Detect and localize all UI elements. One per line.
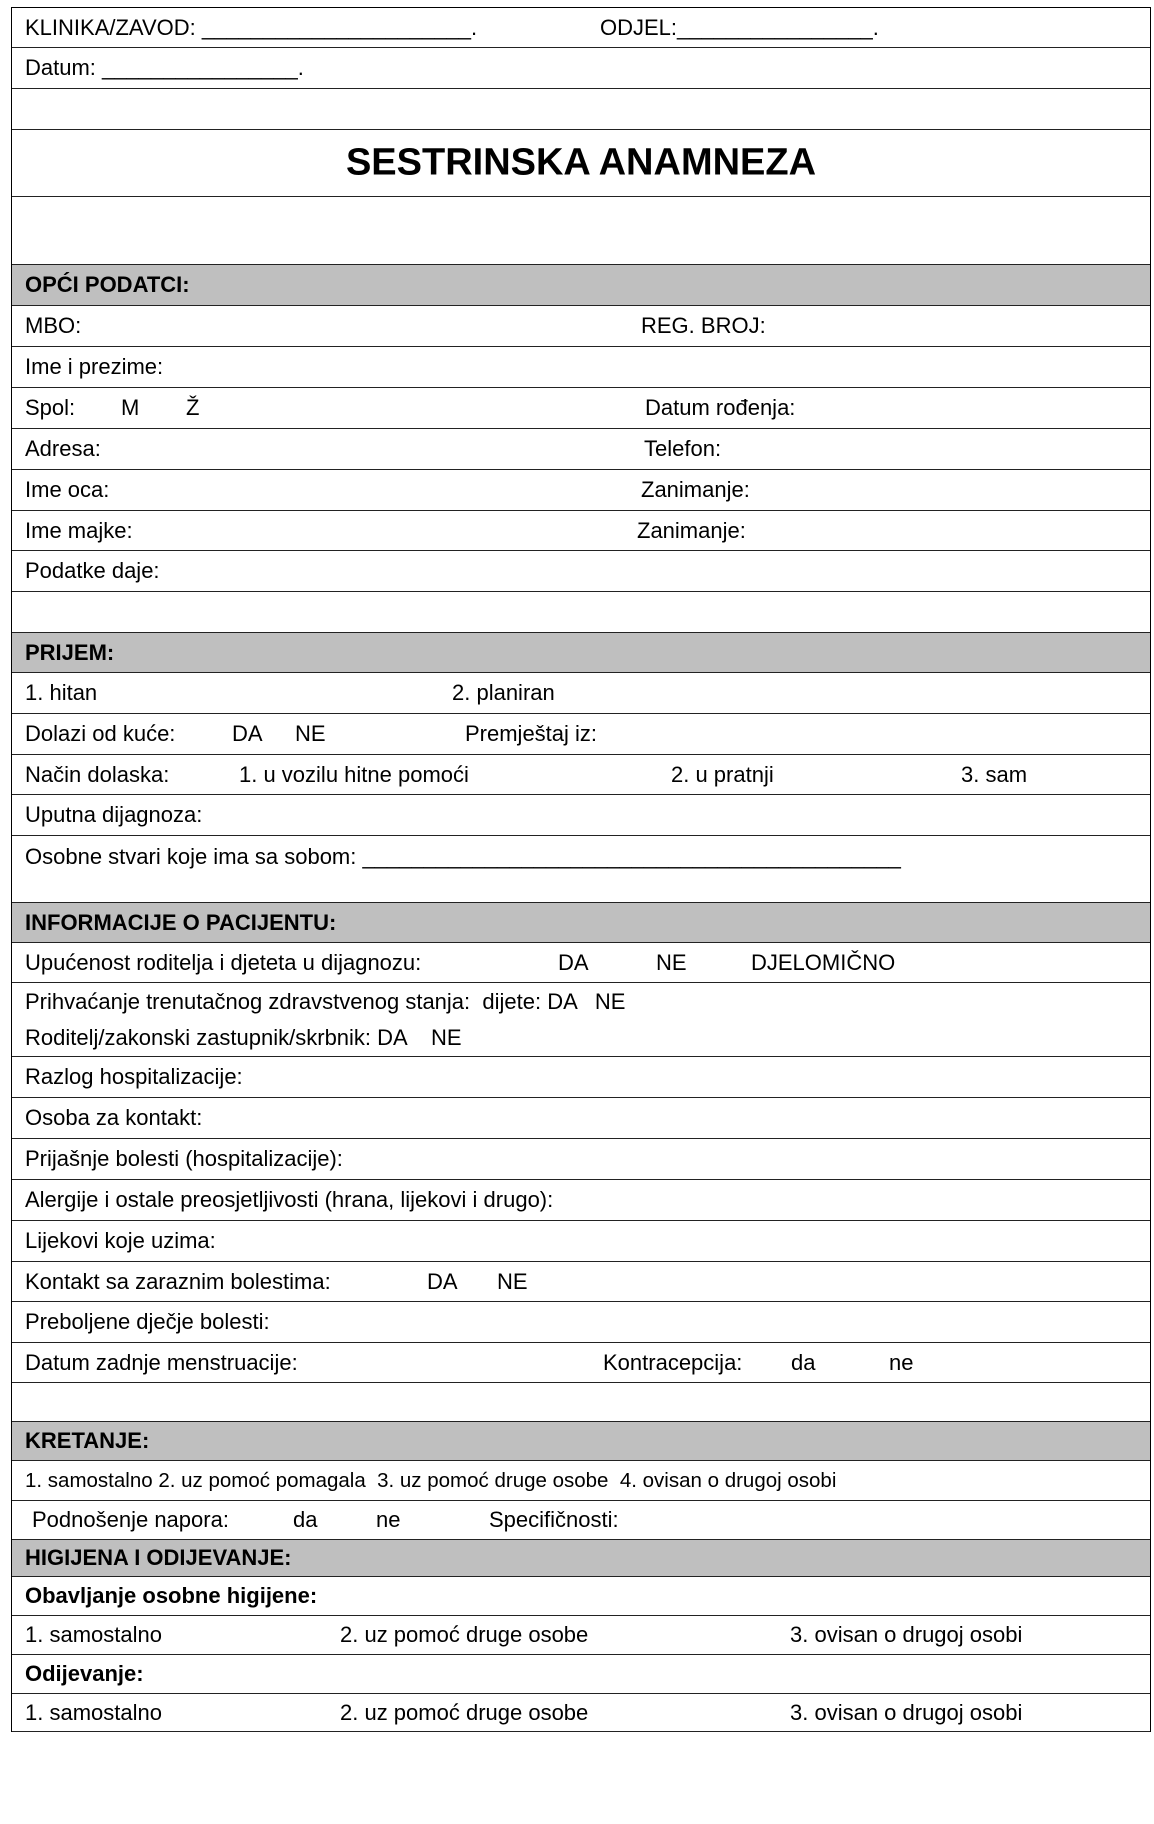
row-adresa bbox=[12, 429, 1150, 470]
kontracepcija-label: Kontracepcija: bbox=[603, 1349, 743, 1375]
datum-field[interactable]: Datum: ________________. bbox=[25, 55, 304, 80]
odjel-field[interactable]: ODJEL:________________. bbox=[600, 14, 879, 40]
row-ime-majke bbox=[12, 511, 1150, 551]
section-informacije bbox=[12, 903, 1150, 943]
nacin-label: Način dolaska: bbox=[25, 761, 170, 787]
odijevanje-subheading: Odijevanje: bbox=[25, 1661, 144, 1686]
osoba-kontakt-field[interactable]: Osoba za kontakt: bbox=[25, 1105, 203, 1130]
row-higijena-opcije bbox=[12, 1616, 1150, 1655]
spol-m-option[interactable]: M bbox=[121, 395, 140, 420]
datum-rodenja-field[interactable]: Datum rođenja: bbox=[645, 395, 796, 420]
uputna-dijagnoza-field[interactable]: Uputna dijagnoza: bbox=[25, 802, 203, 827]
kretanje-options[interactable]: 1. samostalno 2. uz pomoć pomagala 3. uz pomoć druge osobe 4. ovisan o drugoj osobi bbox=[25, 1468, 837, 1492]
alergije-field[interactable]: Alergije i ostale preosjetljivosti (hrana, lijekovi i drugo): bbox=[25, 1187, 554, 1212]
higijena-option-1[interactable]: 1. samostalno bbox=[25, 1622, 162, 1647]
dolazi-ne-option[interactable]: NE bbox=[295, 721, 326, 746]
row-spol bbox=[12, 388, 1150, 429]
section-opci bbox=[12, 265, 1150, 306]
nacin-option-3[interactable]: 3. sam bbox=[961, 761, 1028, 787]
row-vrsta-prijema bbox=[12, 673, 1150, 714]
row-lijekovi bbox=[12, 1221, 1150, 1262]
row-prihvacanje bbox=[12, 983, 1150, 1057]
row-kontakt bbox=[12, 1262, 1150, 1302]
premjestaj-field[interactable]: Premještaj iz: bbox=[465, 721, 598, 746]
row-obavljanje bbox=[12, 1577, 1150, 1616]
title-row bbox=[12, 130, 1150, 197]
row-osobne-stvari bbox=[12, 836, 1150, 903]
odijevanje-option-2[interactable]: 2. uz pomoć druge osobe bbox=[340, 1699, 589, 1725]
row-alergije bbox=[12, 1180, 1150, 1221]
mbo-field[interactable]: MBO: bbox=[25, 313, 82, 338]
row-ime-oca bbox=[12, 470, 1150, 511]
row-napor bbox=[12, 1501, 1150, 1540]
upucenost-label: Upućenost roditelja i djeteta u dijagnozu: bbox=[25, 949, 422, 975]
preboljene-field[interactable]: Preboljene dječje bolesti: bbox=[25, 1309, 270, 1334]
lijekovi-field[interactable]: Lijekovi koje uzima: bbox=[25, 1228, 216, 1253]
zanimanje-oca-field[interactable]: Zanimanje: bbox=[641, 477, 750, 502]
ime-majke-field[interactable]: Ime majke: bbox=[25, 517, 133, 543]
row-podatke-daje bbox=[12, 551, 1150, 592]
upucenost-djelomicno-option[interactable]: DJELOMIČNO bbox=[751, 949, 896, 975]
obavljanje-subheading: Obavljanje osobne higijene: bbox=[25, 1583, 318, 1608]
row-nacin-dolaska bbox=[12, 755, 1150, 795]
spol-z-option[interactable]: Ž bbox=[186, 395, 200, 420]
dolazi-label: Dolazi od kuće: bbox=[25, 721, 176, 746]
planiran-option[interactable]: 2. planiran bbox=[452, 680, 555, 705]
menstruacija-field[interactable]: Datum zadnje menstruacije: bbox=[25, 1349, 298, 1375]
section-heading: HIGIJENA I ODIJEVANJE: bbox=[25, 1545, 292, 1570]
row-dolazi bbox=[12, 714, 1150, 755]
page-title: SESTRINSKA ANAMNEZA bbox=[345, 141, 817, 184]
nacin-option-2[interactable]: 2. u pratnji bbox=[671, 761, 774, 787]
zanimanje-majke-field[interactable]: Zanimanje: bbox=[637, 517, 746, 543]
row-klinika bbox=[12, 8, 1150, 48]
blank-row bbox=[12, 197, 1150, 265]
osobne-stvari-field[interactable]: Osobne stvari koje ima sa sobom: ____________________________________________ bbox=[25, 844, 901, 869]
row-uputna bbox=[12, 795, 1150, 836]
upucenost-ne-option[interactable]: NE bbox=[656, 949, 687, 975]
section-heading: OPĆI PODATCI: bbox=[25, 272, 190, 297]
spol-label: Spol: bbox=[25, 395, 76, 420]
row-mbo bbox=[12, 306, 1150, 347]
adresa-field[interactable]: Adresa: bbox=[25, 436, 101, 461]
row-datum bbox=[12, 48, 1150, 89]
section-heading: KRETANJE: bbox=[25, 1428, 150, 1453]
specificnosti-field[interactable]: Specifičnosti: bbox=[489, 1507, 619, 1532]
odijevanje-option-3[interactable]: 3. ovisan o drugoj osobi bbox=[790, 1699, 1023, 1725]
row-kretanje-opcije bbox=[12, 1461, 1150, 1501]
section-kretanje bbox=[12, 1422, 1150, 1461]
razlog-field[interactable]: Razlog hospitalizacije: bbox=[25, 1064, 243, 1089]
row-preboljene bbox=[12, 1302, 1150, 1343]
reg-broj-field[interactable]: REG. BROJ: bbox=[641, 313, 766, 338]
blank-row bbox=[12, 1383, 1150, 1422]
kontracepcija-da-option[interactable]: da bbox=[791, 1349, 816, 1375]
prihvacanje-dijete[interactable]: Prihvaćanje trenutačnog zdravstvenog stanja: dijete: DA NE bbox=[25, 989, 626, 1014]
row-osoba bbox=[12, 1098, 1150, 1139]
row-upucenost bbox=[12, 943, 1150, 983]
odijevanje-option-1[interactable]: 1. samostalno bbox=[25, 1699, 162, 1725]
telefon-field[interactable]: Telefon: bbox=[644, 436, 722, 461]
blank-row bbox=[12, 592, 1150, 633]
dolazi-da-option[interactable]: DA bbox=[232, 721, 263, 746]
ime-oca-field[interactable]: Ime oca: bbox=[25, 477, 110, 502]
higijena-option-2[interactable]: 2. uz pomoć druge osobe bbox=[340, 1622, 589, 1647]
prijasnje-bolesti-field[interactable]: Prijašnje bolesti (hospitalizacije): bbox=[25, 1146, 343, 1171]
higijena-option-3[interactable]: 3. ovisan o drugoj osobi bbox=[790, 1622, 1023, 1647]
nacin-option-1[interactable]: 1. u vozilu hitne pomoći bbox=[239, 761, 469, 787]
napor-label: Podnošenje napora: bbox=[32, 1507, 229, 1532]
klinika-field[interactable]: KLINIKA/ZAVOD: ______________________. bbox=[25, 14, 478, 40]
upucenost-da-option[interactable]: DA bbox=[558, 949, 589, 975]
section-heading: PRIJEM: bbox=[25, 639, 115, 665]
row-menstruacija bbox=[12, 1343, 1150, 1383]
kontakt-ne-option[interactable]: NE bbox=[497, 1268, 528, 1294]
kontracepcija-ne-option[interactable]: ne bbox=[889, 1349, 914, 1375]
blank-row bbox=[12, 89, 1150, 130]
podatke-daje-field[interactable]: Podatke daje: bbox=[25, 558, 160, 583]
row-prijasnje bbox=[12, 1139, 1150, 1180]
section-higijena bbox=[12, 1540, 1150, 1577]
ime-prezime-field[interactable]: Ime i prezime: bbox=[25, 354, 164, 379]
section-heading: INFORMACIJE O PACIJENTU: bbox=[25, 909, 337, 935]
section-prijem bbox=[12, 633, 1150, 673]
kontakt-da-option[interactable]: DA bbox=[427, 1268, 458, 1294]
row-odijevanje-opcije bbox=[12, 1694, 1150, 1732]
nursing-anamnesis-form bbox=[11, 7, 1151, 1732]
napor-da-option[interactable]: da bbox=[293, 1507, 318, 1532]
hitan-option[interactable]: 1. hitan bbox=[25, 680, 98, 705]
row-razlog bbox=[12, 1057, 1150, 1098]
napor-ne-option[interactable]: ne bbox=[376, 1507, 401, 1532]
prihvacanje-roditelj[interactable]: Roditelj/zakonski zastupnik/skrbnik: DA NE bbox=[25, 1025, 462, 1050]
kontakt-label: Kontakt sa zaraznim bolestima: bbox=[25, 1268, 331, 1294]
row-odijevanje bbox=[12, 1655, 1150, 1694]
row-ime bbox=[12, 347, 1150, 388]
